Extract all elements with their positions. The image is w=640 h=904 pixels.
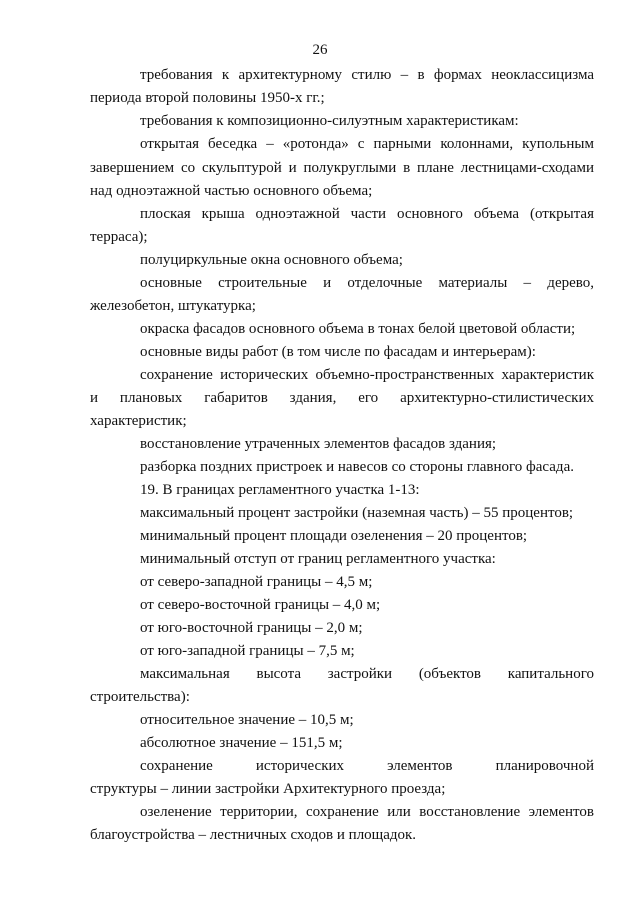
text-line: сохранение исторических элементов планировочной xyxy=(140,758,594,774)
text-line: максимальная высота застройки (объектов капитального xyxy=(140,666,594,682)
text-line: завершением со скульптурой и полукруглыми в плане лестницами-сходами xyxy=(90,160,594,176)
text-line: разборка поздних пристроек и навесов со стороны главного фасада. xyxy=(140,459,574,475)
text-line: терраса); xyxy=(90,229,148,245)
text-line: характеристик; xyxy=(90,413,187,429)
text-line: основные строительные и отделочные материалы – дерево, xyxy=(140,275,594,291)
text-line: полуциркульные окна основного объема; xyxy=(140,252,403,268)
text-line: сохранение исторических объемно-пространственных характеристик xyxy=(140,367,594,383)
text-line: благоустройства – лестничных сходов и площадок. xyxy=(90,827,417,843)
text-line: от юго-западной границы – 7,5 м; xyxy=(140,643,355,659)
text-line: от северо-западной границы – 4,5 м; xyxy=(140,574,373,590)
text-line: открытая беседка – «ротонда» с парными колоннами, купольным xyxy=(140,136,594,152)
text-line: минимальный отступ от границ регламентного участка: xyxy=(140,551,496,567)
text-line: 19. В границах регламентного участка 1-13: xyxy=(140,482,420,498)
page-number: 26 xyxy=(312,42,328,58)
text-line: восстановление утраченных элементов фасадов здания; xyxy=(140,436,497,452)
text-line: структуры – линии застройки Архитектурного проезда; xyxy=(90,781,446,797)
text-line: железобетон, штукатурка; xyxy=(90,298,256,314)
text-line: от северо-восточной границы – 4,0 м; xyxy=(140,597,381,613)
text-line: и плановых габаритов здания, его архитектурно-стилистических xyxy=(90,390,594,406)
text-line: плоская крыша одноэтажной части основного объема (открытая xyxy=(140,206,594,222)
text-line: требования к композиционно-силуэтным характеристикам: xyxy=(140,113,519,129)
text-line: минимальный процент площади озеленения – 20 процентов; xyxy=(140,528,528,544)
text-line: периода второй половины 1950-х гг.; xyxy=(90,90,325,106)
text-line: основные виды работ (в том числе по фасадам и интерьерам): xyxy=(140,344,536,360)
text-line: над одноэтажной частью основного объема; xyxy=(90,183,373,199)
text-line: относительное значение – 10,5 м; xyxy=(140,712,354,728)
text-line: строительства): xyxy=(90,689,190,705)
text-line: озеленение территории, сохранение или восстановление элементов xyxy=(140,804,594,820)
text-line: абсолютное значение – 151,5 м; xyxy=(140,735,343,751)
text-line: требования к архитектурному стилю – в формах неоклассицизма xyxy=(140,67,594,83)
text-line: от юго-восточной границы – 2,0 м; xyxy=(140,620,363,636)
text-line: максимальный процент застройки (наземная часть) – 55 процентов; xyxy=(140,505,574,521)
text-line: окраска фасадов основного объема в тонах белой цветовой области; xyxy=(140,321,576,337)
